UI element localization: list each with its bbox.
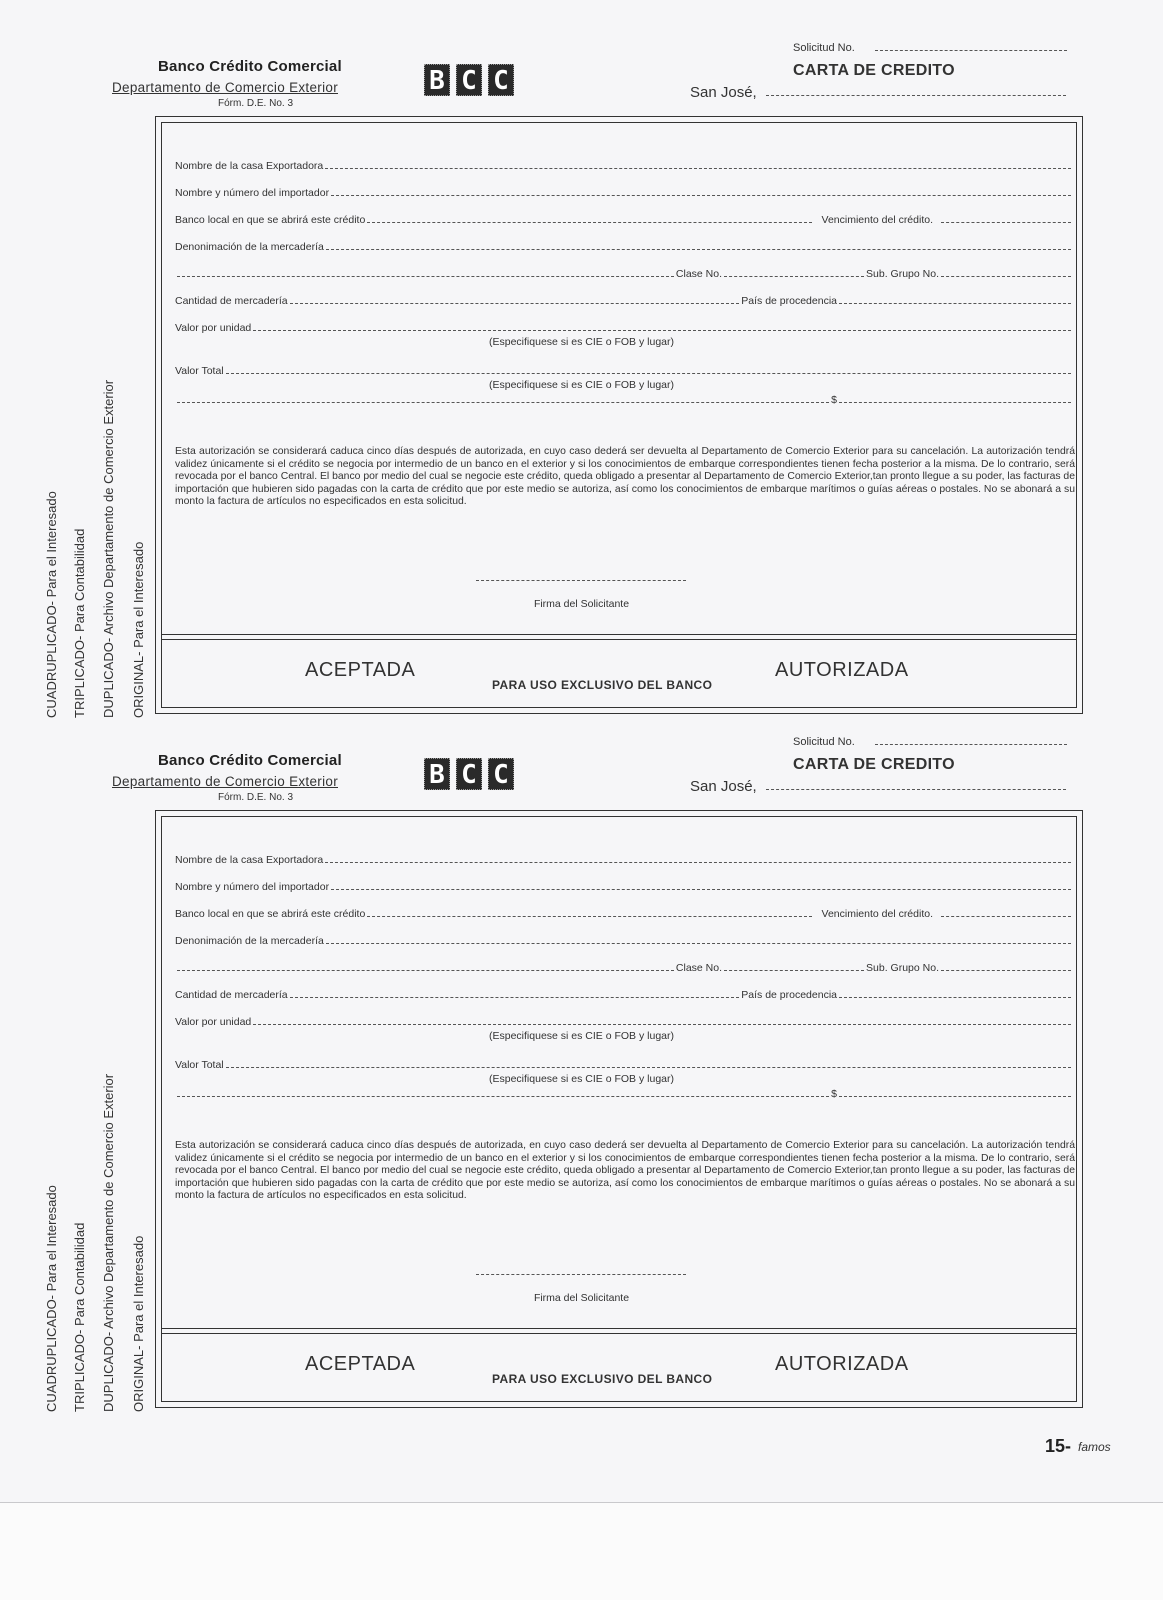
dollar-sign: $ [831,394,837,406]
denominacion-row[interactable] [175,933,1073,947]
bank-name: Banco Crédito Comercial [158,752,342,769]
background-sheet [0,1503,1163,1600]
copy-label-duplicado: DUPLICADO- Archivo Departamento de Comercio Exterior [101,1073,116,1412]
form-number: Fórm. D.E. No. 3 [218,98,294,109]
valor-unidad-field[interactable] [253,330,1071,331]
amount-words-field[interactable] [177,402,829,403]
sub-grupo-field[interactable] [941,276,1071,277]
solicitud-field[interactable] [875,50,1067,51]
autorizada-label: AUTORIZADA [775,659,909,681]
valor-total-note: (Especifiquese si es CIE o FOB y lugar) [489,1073,674,1085]
clase-row[interactable] [175,266,1073,280]
aceptada-label: ACEPTADA [305,659,416,681]
publisher-brand: famos [1078,1440,1111,1454]
amount-row[interactable] [175,392,1073,406]
copy-label-duplicado: DUPLICADO- Archivo Departamento de Comercio Exterior [101,379,116,718]
cantidad-field[interactable] [290,997,740,998]
cantidad-label: Cantidad de mercadería [175,989,288,1001]
banco-local-row[interactable] [175,212,1073,226]
signature-field[interactable] [476,580,686,581]
clase-label: Clase No. [675,268,723,280]
valor-unidad-label: Valor por unidad [175,322,252,334]
importador-row[interactable] [175,879,1073,893]
amount-words-field[interactable] [177,1096,829,1097]
logo-letter: C [456,758,482,790]
copy-label-original: ORIGINAL- Para el Interesado [131,541,146,718]
pais-field[interactable] [839,303,1071,304]
copy-label-triplicado: TRIPLICADO- Para Contabilidad [72,1222,87,1412]
denominacion-continued-field[interactable] [177,276,674,277]
importador-row[interactable] [175,185,1073,199]
importador-field[interactable] [331,195,1071,196]
sub-grupo-label: Sub. Grupo No. [866,268,939,280]
exportadora-field[interactable] [325,168,1071,169]
denominacion-label: Denonimación de la mercadería [175,935,324,947]
cantidad-row[interactable] [175,293,1073,307]
valor-total-row[interactable] [175,1057,1073,1071]
banco-local-row[interactable] [175,906,1073,920]
logo-letter: C [456,64,482,96]
autorizada-label: AUTORIZADA [775,1353,909,1375]
form-inner-border [161,816,1077,1402]
copy-label-triplicado: TRIPLICADO- Para Contabilidad [72,528,87,718]
authorization-paragraph: Esta autorización se considerará caduca cinco días después de autorizada, en cuyo caso dederá ser devuelta al Departamento de Comercio Exterior para su cancelación. La autorización tendrá validez únicamente si el crédito se negocia por intermedio de un banco en el exterior y si los conocimientos de embarque correspondientes tienen fecha posterior a la misma. De lo contrario, será revocada por el banco Central. El banco por medio del cual se negocie este crédito, queda obligado a presentar al Departamento de Comercio Exterior,tan pronto llegue a su poder, las facturas de importación que hubieren sido pagadas con la carta de crédito que por este medio se autoriza, así como los conocimientos de embarque marítimos o guías aéreas o postales. No se abonará a su monto la factura de artículos no especificados en esta solicitud. [175,446,1075,508]
vencimiento-field[interactable] [941,222,1071,223]
pais-label: País de procedencia [741,989,837,1001]
aceptada-label: ACEPTADA [305,1353,416,1375]
authorization-paragraph: Esta autorización se considerará caduca cinco días después de autorizada, en cuyo caso dederá ser devuelta al Departamento de Comercio Exterior para su cancelación. La autorización tendrá validez únicamente si el crédito se negocia por intermedio de un banco en el exterior y si los conocimientos de embarque correspondientes tienen fecha posterior a la misma. De lo contrario, será revocada por el banco Central. El banco por medio del cual se negocie este crédito, queda obligado a presentar al Departamento de Comercio Exterior,tan pronto llegue a su poder, las facturas de importación que hubieren sido pagadas con la carta de crédito que por este medio se autoriza, así como los conocimientos de embarque marítimos o guías aéreas o postales. No se abonará a su monto la factura de artículos no especificados en esta solicitud. [175,1140,1075,1202]
amount-number-field[interactable] [839,402,1071,403]
signature-field[interactable] [476,1274,686,1275]
sub-grupo-field[interactable] [941,970,1071,971]
bank-department: Departamento de Comercio Exterior [112,80,338,95]
valor-unidad-note: (Especifiquese si es CIE o FOB y lugar) [489,336,674,348]
importador-field[interactable] [331,889,1071,890]
bcc-logo-icon [424,758,514,790]
sub-grupo-label: Sub. Grupo No. [866,962,939,974]
logo-letter: B [424,758,450,790]
logo-letter: B [424,64,450,96]
exportadora-field[interactable] [325,862,1071,863]
signature-label: Firma del Solicitante [533,598,630,610]
valor-total-label: Valor Total [175,1059,224,1071]
form-inner-border [161,122,1077,708]
valor-unidad-row[interactable] [175,320,1073,334]
pais-label: País de procedencia [741,295,837,307]
vencimiento-label: Vencimiento del crédito. [821,214,933,226]
amount-row[interactable] [175,1086,1073,1100]
cantidad-field[interactable] [290,303,740,304]
pais-field[interactable] [839,997,1071,998]
credit-letter-form-1 [0,0,1163,718]
exportadora-row[interactable] [175,852,1073,866]
exportadora-row[interactable] [175,158,1073,172]
cantidad-label: Cantidad de mercadería [175,295,288,307]
solicitud-label: Solicitud No. [793,736,855,748]
banco-local-label: Banco local en que se abrirá este crédito [175,214,366,226]
bank-use-divider [161,1328,1077,1334]
clase-field[interactable] [724,970,864,971]
valor-total-row[interactable] [175,363,1073,377]
valor-total-label: Valor Total [175,365,224,377]
place-label: San José, [690,778,757,795]
exportadora-label: Nombre de la casa Exportadora [175,854,324,866]
vencimiento-field[interactable] [941,916,1071,917]
valor-unidad-note: (Especifiquese si es CIE o FOB y lugar) [489,1030,674,1042]
copy-label-cuadruplicado: CUADRUPLICADO- Para el Interesado [44,491,59,718]
amount-number-field[interactable] [839,1096,1071,1097]
bank-exclusive-label: PARA USO EXCLUSIVO DEL BANCO [492,1372,713,1386]
valor-unidad-field[interactable] [253,1024,1071,1025]
denominacion-row[interactable] [175,239,1073,253]
valor-total-field[interactable] [226,1067,1071,1068]
valor-total-field[interactable] [226,373,1071,374]
solicitud-field[interactable] [875,744,1067,745]
signature-label: Firma del Solicitante [533,1292,630,1304]
importador-label: Nombre y número del importador [175,187,330,199]
valor-unidad-row[interactable] [175,1014,1073,1028]
logo-letter: C [488,758,514,790]
banco-local-label: Banco local en que se abrirá este crédito [175,908,366,920]
bank-department: Departamento de Comercio Exterior [112,774,338,789]
denominacion-continued-field[interactable] [177,970,674,971]
dollar-sign: $ [831,1088,837,1100]
form-number: Fórm. D.E. No. 3 [218,792,294,803]
clase-field[interactable] [724,276,864,277]
bank-use-divider [161,634,1077,640]
bank-exclusive-label: PARA USO EXCLUSIVO DEL BANCO [492,678,713,692]
copy-label-original: ORIGINAL- Para el Interesado [131,1235,146,1412]
date-field[interactable] [766,789,1066,790]
importador-label: Nombre y número del importador [175,881,330,893]
banco-local-field[interactable] [367,916,811,917]
page-number: 15- [1045,1436,1072,1456]
vencimiento-label: Vencimiento del crédito. [821,908,933,920]
valor-unidad-label: Valor por unidad [175,1016,252,1028]
cantidad-row[interactable] [175,987,1073,1001]
credit-letter-form-2 [0,694,1163,1412]
bank-name: Banco Crédito Comercial [158,58,342,75]
valor-total-note: (Especifiquese si es CIE o FOB y lugar) [489,379,674,391]
copy-label-cuadruplicado: CUADRUPLICADO- Para el Interesado [44,1185,59,1412]
denominacion-field[interactable] [326,943,1071,944]
solicitud-label: Solicitud No. [793,42,855,54]
clase-row[interactable] [175,960,1073,974]
denominacion-label: Denonimación de la mercadería [175,241,324,253]
denominacion-field[interactable] [326,249,1071,250]
date-field[interactable] [766,95,1066,96]
logo-letter: C [488,64,514,96]
clase-label: Clase No. [675,962,723,974]
bcc-logo-icon [424,64,514,96]
form-title: CARTA DE CREDITO [793,62,955,79]
banco-local-field[interactable] [367,222,811,223]
exportadora-label: Nombre de la casa Exportadora [175,160,324,172]
form-title: CARTA DE CREDITO [793,756,955,773]
place-label: San José, [690,84,757,101]
